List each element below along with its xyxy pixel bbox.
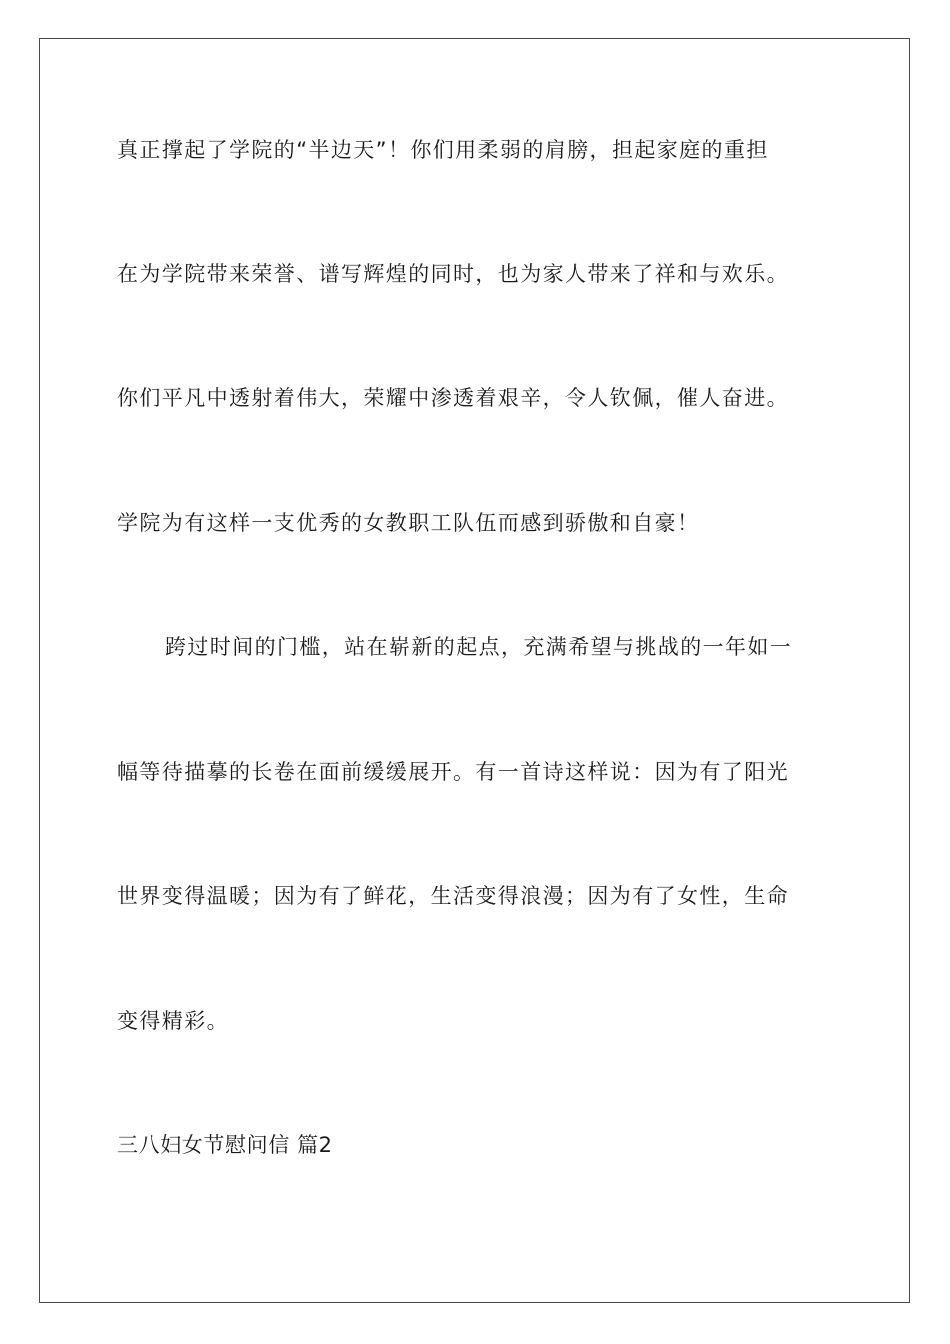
paragraph-line-5: 跨过时间的门槛，站在崭新的起点，充满希望与挑战的一年如一 <box>165 635 793 659</box>
paragraph-line-7: 世界变得温暖；因为有了鲜花，生活变得浪漫；因为有了女性，生命 <box>117 884 789 908</box>
paragraph-line-1: 真正撑起了学院的“半边天”！你们用柔弱的肩膀，担起家庭的重担 <box>117 138 769 162</box>
paragraph-line-2: 在为学院带来荣誉、谱写辉煌的同时，也为家人带来了祥和与欢乐。 <box>117 262 789 286</box>
page-border <box>39 38 910 1303</box>
section-heading: 三八妇女节慰问信 篇2 <box>117 1133 333 1157</box>
paragraph-line-3: 你们平凡中透射着伟大，荣耀中渗透着艰辛，令人钦佩，催人奋进。 <box>117 386 789 410</box>
paragraph-line-6: 幅等待描摹的长卷在面前缓缓展开。有一首诗这样说：因为有了阳光 <box>117 760 789 784</box>
paragraph-line-8: 变得精彩。 <box>117 1009 229 1033</box>
paragraph-line-4: 学院为有这样一支优秀的女教职工队伍而感到骄傲和自豪！ <box>117 511 700 535</box>
